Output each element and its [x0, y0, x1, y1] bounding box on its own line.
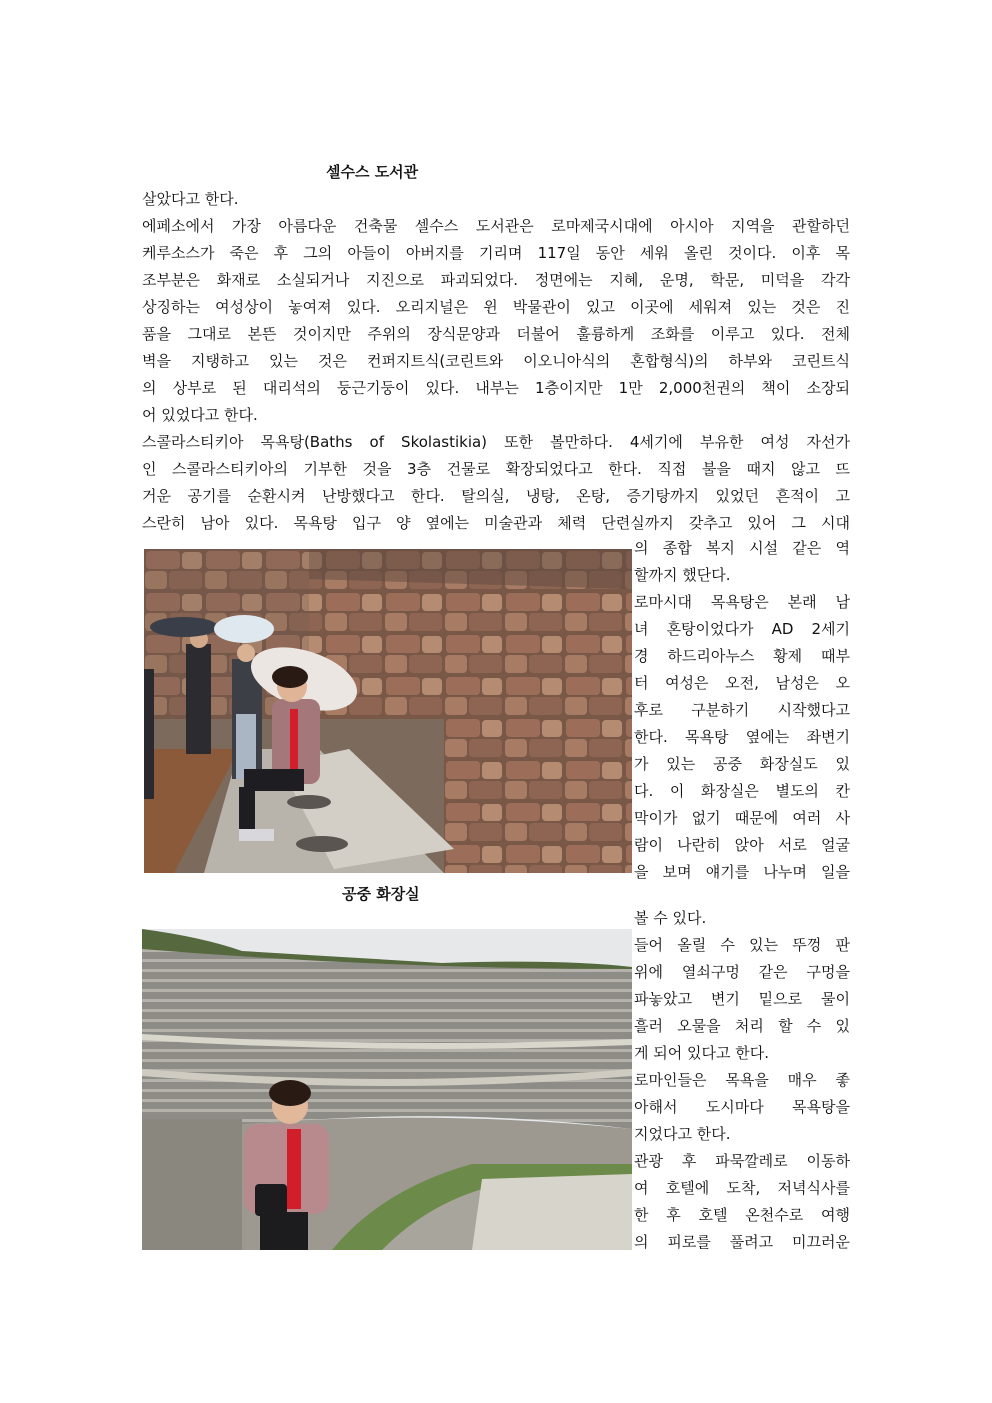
text-line: 들어 올릴 수 있는 뚜껑 판: [634, 936, 850, 954]
page-heading: 셀수스 도서관: [326, 163, 419, 181]
text-line: 케루소스가 죽은 후 그의 아들이 아버지를 기리며 117일 동안 세워 올린 것이다. 이후 목: [142, 244, 850, 262]
text-line: 품을 그대로 본뜬 것이지만 주위의 장식문양과 더불어 훌륭하게 조화를 이루고 있다. 전체: [142, 325, 850, 343]
text-line: 스콜라스티키아 목욕탕(Baths of Skolastikia) 또한 볼만하다. 4세기에 부유한 여성 자선가: [142, 433, 850, 451]
text-line: 벽을 지탱하고 있는 것은 컨퍼지트식(코린트와 이오니아식의 혼합형식)의 하부와 코린트식: [142, 352, 850, 370]
text-line: 볼 수 있다.: [634, 909, 707, 927]
text-line: 의 피로를 풀려고 미끄러운: [634, 1233, 850, 1251]
text-line: 지었다고 한다.: [634, 1125, 731, 1143]
text-line: 로마시대 목욕탕은 본래 남: [634, 593, 850, 611]
text-line: 스란히 남아 있다. 목욕탕 입구 양 옆에는 미술관과 체력 단련실까지 갖추고 있어 그 시대: [142, 514, 850, 532]
text-line: 할까지 했단다.: [634, 566, 731, 584]
text-line: 녀 혼탕이었다가 AD 2세기: [634, 620, 850, 638]
text-line: 인 스콜라스티키아의 기부한 것을 3층 건물로 확장되었다고 한다. 직접 불을 때지 않고 뜨: [142, 460, 850, 478]
text-line: 다. 이 화장실은 별도의 칸: [634, 782, 850, 800]
text-line: 게 되어 있다고 한다.: [634, 1044, 769, 1062]
text-line: 조부분은 화재로 소실되거나 지진으로 파괴되었다. 정면에는 지혜, 운명, 학문, 미덕을 각각: [142, 271, 850, 289]
text-line: 상징하는 여성상이 놓여져 있다. 오리지널은 윈 박물관이 있고 이곳에 세워져 있는 것은 진: [142, 298, 850, 316]
text-line: 을 보며 얘기를 나누며 일을: [634, 863, 850, 881]
text-line: 한다. 목욕탕 옆에는 좌변기: [634, 728, 850, 746]
text-line: 의 상부로 된 대리석의 둥근기둥이 있다. 내부는 1층이지만 1만 2,000천권의 책이 소장되: [142, 379, 850, 397]
photo-caption: 공중 화장실: [342, 885, 420, 903]
text-line: 막이가 없기 때문에 여러 사: [634, 809, 850, 827]
text-line: 여 호텔에 도착, 저녁식사를: [634, 1179, 850, 1197]
text-line: 관광 후 파묵깔레로 이동하: [634, 1152, 850, 1170]
text-line: 살았다고 한다.: [142, 190, 239, 208]
text-line: 파놓았고 변기 밑으로 물이: [634, 990, 850, 1008]
text-line: 아해서 도시마다 목욕탕을: [634, 1098, 850, 1116]
text-line: 거운 공기를 순환시켜 난방했다고 한다. 탈의실, 냉탕, 온탕, 증기탕까지 있었던 흔적이 고: [142, 487, 850, 505]
text-line: 경 하드리아누스 황제 때부: [634, 647, 850, 665]
text-line: 터 여성은 오전, 남성은 오: [634, 674, 850, 692]
text-line: 에페소에서 가장 아름다운 건축물 셀수스 도서관은 로마제국시대에 아시아 지역을 관할하던: [142, 217, 850, 235]
public-toilet-photo: [144, 549, 632, 873]
text-line: 흘러 오물을 처리 할 수 있: [634, 1017, 850, 1035]
text-line: 한 후 호텔 온천수로 여행: [634, 1206, 850, 1224]
text-line: 위에 열쇠구멍 같은 구멍을: [634, 963, 850, 981]
text-line: 로마인들은 목욕을 매우 좋: [634, 1071, 850, 1089]
amphitheater-photo: [142, 929, 632, 1250]
text-line: 람이 나란히 앉아 서로 얼굴: [634, 836, 850, 854]
text-line: 어 있었다고 한다.: [142, 406, 258, 424]
text-line: 가 있는 공중 화장실도 있: [634, 755, 850, 773]
text-line: 후로 구분하기 시작했다고: [634, 701, 850, 719]
text-line: 의 종합 복지 시설 같은 역: [634, 539, 850, 557]
